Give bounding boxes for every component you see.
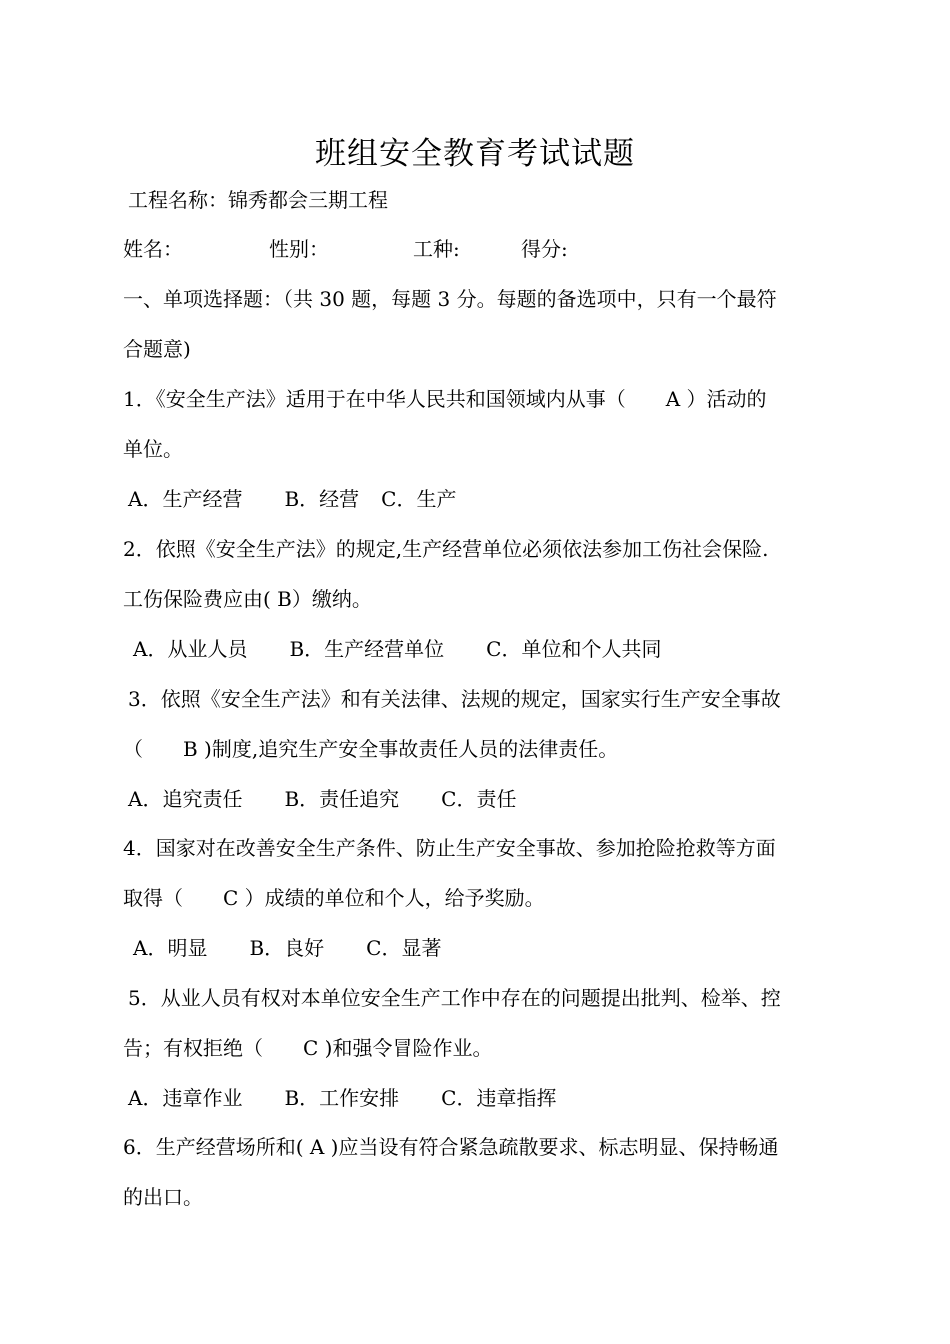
option-c: C．责任 bbox=[441, 787, 517, 811]
question-1-options bbox=[128, 485, 456, 513]
option-a: A．明显 bbox=[133, 936, 208, 960]
score-field-label: 得分: bbox=[521, 237, 568, 261]
option-b: B．经营 bbox=[284, 487, 360, 511]
option-b: B．生产经营单位 bbox=[289, 637, 445, 661]
job-field-label: 工种: bbox=[413, 237, 460, 261]
option-c: C．违章指挥 bbox=[441, 1086, 557, 1110]
question-3-line2: （ B )制度,追究生产安全事故责任人员的法律责任。 bbox=[123, 737, 619, 761]
question-4-line1: 4．国家对在改善安全生产条件、防止生产安全事故、参加抢险抢救等方面 bbox=[123, 836, 776, 860]
project-name: 工程名称：锦秀都会三期工程 bbox=[128, 188, 388, 212]
question-1-line1: 1．《安全生产法》适用于在中华人民共和国领域内从事（ A ）活动的 bbox=[123, 387, 767, 411]
option-a: A．生产经营 bbox=[128, 487, 243, 511]
question-2-line2: 工伤保险费应由( B）缴纳。 bbox=[123, 587, 372, 611]
question-5-line1: 5．从业人员有权对本单位安全生产工作中存在的问题提出批判、检举、控 bbox=[128, 986, 781, 1010]
option-a: A．从业人员 bbox=[133, 637, 248, 661]
question-2-options bbox=[133, 635, 661, 663]
student-info-row bbox=[123, 235, 568, 263]
option-c: C．单位和个人共同 bbox=[486, 637, 662, 661]
question-4-options bbox=[133, 934, 441, 962]
question-5-line2: 告；有权拒绝（ C )和强令冒险作业。 bbox=[123, 1036, 493, 1060]
option-b: B．良好 bbox=[249, 936, 325, 960]
page-title: 班组安全教育考试试题 bbox=[315, 136, 635, 172]
question-1-line2: 单位。 bbox=[123, 437, 183, 461]
option-b: B．责任追究 bbox=[284, 787, 400, 811]
question-2-line1: 2．依照《安全生产法》的规定,生产经营单位必须依法参加工伤社会保险. bbox=[123, 537, 769, 561]
option-c: C．生产 bbox=[381, 487, 457, 511]
question-5-options bbox=[128, 1084, 556, 1112]
section-heading: 一、单项选择题：（共 30 题，每题 3 分。每题的备选项中，只有一个最符 bbox=[123, 287, 777, 311]
question-6-line1: 6．生产经营场所和( A )应当设有符合紧急疏散要求、标志明显、保持畅通 bbox=[123, 1135, 779, 1159]
option-c: C．显著 bbox=[366, 936, 442, 960]
question-4-line2: 取得（ C ）成绩的单位和个人，给予奖励。 bbox=[123, 886, 545, 910]
question-3-options bbox=[128, 785, 516, 813]
option-b: B．工作安排 bbox=[284, 1086, 400, 1110]
option-a: A．违章作业 bbox=[128, 1086, 243, 1110]
section-heading-cont: 合题意) bbox=[123, 337, 191, 361]
question-3-line1: 3．依照《安全生产法》和有关法律、法规的规定，国家实行生产安全事故 bbox=[128, 687, 781, 711]
gender-field-label: 性别： bbox=[269, 237, 329, 261]
question-6-line2: 的出口。 bbox=[123, 1185, 203, 1209]
name-field-label: 姓名： bbox=[123, 237, 183, 261]
option-a: A．追究责任 bbox=[128, 787, 243, 811]
